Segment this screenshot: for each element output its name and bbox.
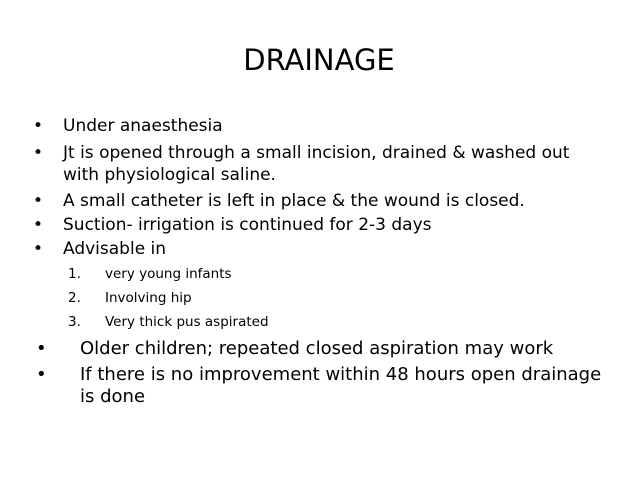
bullet-text: Older children; repeated closed aspiration may work — [80, 338, 554, 359]
bullet-text: Jt is opened through a small incision, drained & washed out — [63, 143, 570, 163]
bullet-text: Suction- irrigation is continued for 2-3 days — [63, 215, 432, 235]
slide-title: DRAINAGE — [243, 43, 395, 77]
bullet-glyph: • — [33, 215, 44, 235]
item-number: 3. — [68, 314, 81, 330]
bullet-text: Advisable in — [63, 239, 167, 259]
bullet-text: If there is no improvement within 48 hours open drainage — [80, 364, 602, 385]
bullet-glyph: • — [33, 239, 44, 259]
item-text: very young infants — [105, 266, 232, 282]
bullet-glyph: • — [33, 116, 44, 136]
bullet-text: Under anaesthesia — [63, 116, 223, 136]
item-number: 2. — [68, 290, 81, 306]
bullet-glyph: • — [33, 143, 44, 163]
item-number: 1. — [68, 266, 81, 282]
bullet-text: A small catheter is left in place & the wound is closed. — [63, 191, 525, 211]
bullet-glyph: • — [33, 191, 44, 211]
item-text: Very thick pus aspirated — [105, 314, 269, 330]
bullet-continuation: with physiological saline. — [63, 165, 276, 185]
bullet-glyph: • — [36, 364, 47, 385]
bullet-glyph: • — [36, 338, 47, 359]
item-text: Involving hip — [105, 290, 192, 306]
bullet-continuation: is done — [80, 386, 146, 407]
